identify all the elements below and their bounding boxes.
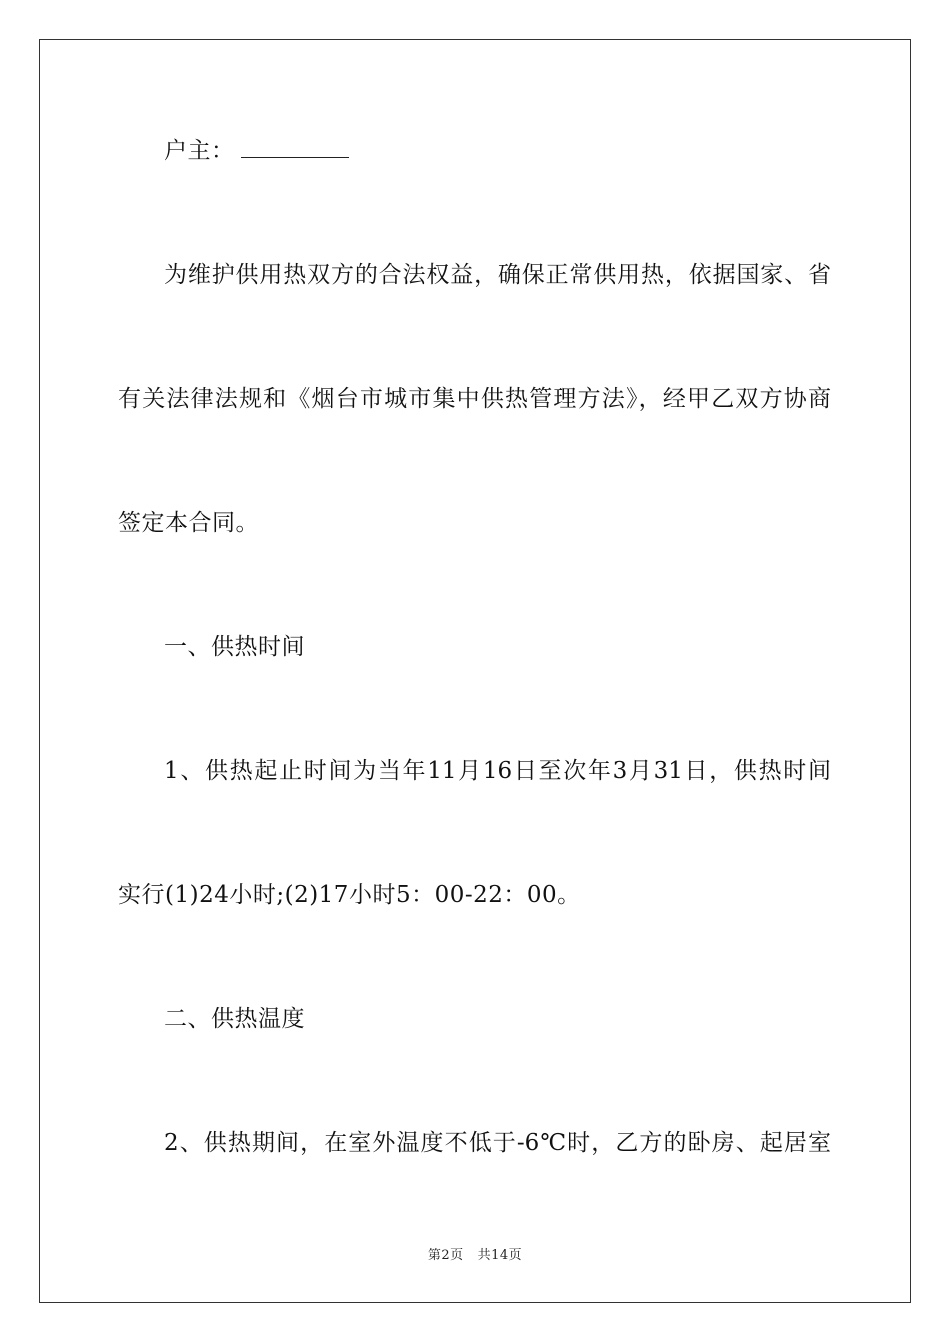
owner-label: 户主： xyxy=(164,138,235,164)
paragraph-line: 1、供热起止时间为当年11月16日至次年3月31日，供热时间 xyxy=(164,758,831,784)
page-total: 共14页 xyxy=(477,1248,523,1263)
page-number: 第2页 xyxy=(427,1248,464,1263)
section-heading: 二、供热温度 xyxy=(164,1006,305,1032)
paragraph-line: 2、供热期间，在室外温度不低于-6℃时，乙方的卧房、起居室 xyxy=(164,1130,831,1156)
section-heading: 一、供热时间 xyxy=(164,634,305,660)
paragraph-line: 有关法律法规和《烟台市城市集中供热管理方法》，经甲乙双方协商 xyxy=(118,386,831,412)
page-border xyxy=(39,39,911,1303)
owner-blank-field xyxy=(241,139,349,158)
paragraph-line: 为维护供用热双方的合法权益，确保正常供用热，依据国家、省 xyxy=(164,262,831,288)
paragraph-line: 签定本合同。 xyxy=(118,510,259,536)
owner-line xyxy=(164,136,349,166)
paragraph-line: 实行(1)24小时;(2)17小时5：00-22：00。 xyxy=(118,882,581,908)
page-footer xyxy=(0,1247,950,1265)
